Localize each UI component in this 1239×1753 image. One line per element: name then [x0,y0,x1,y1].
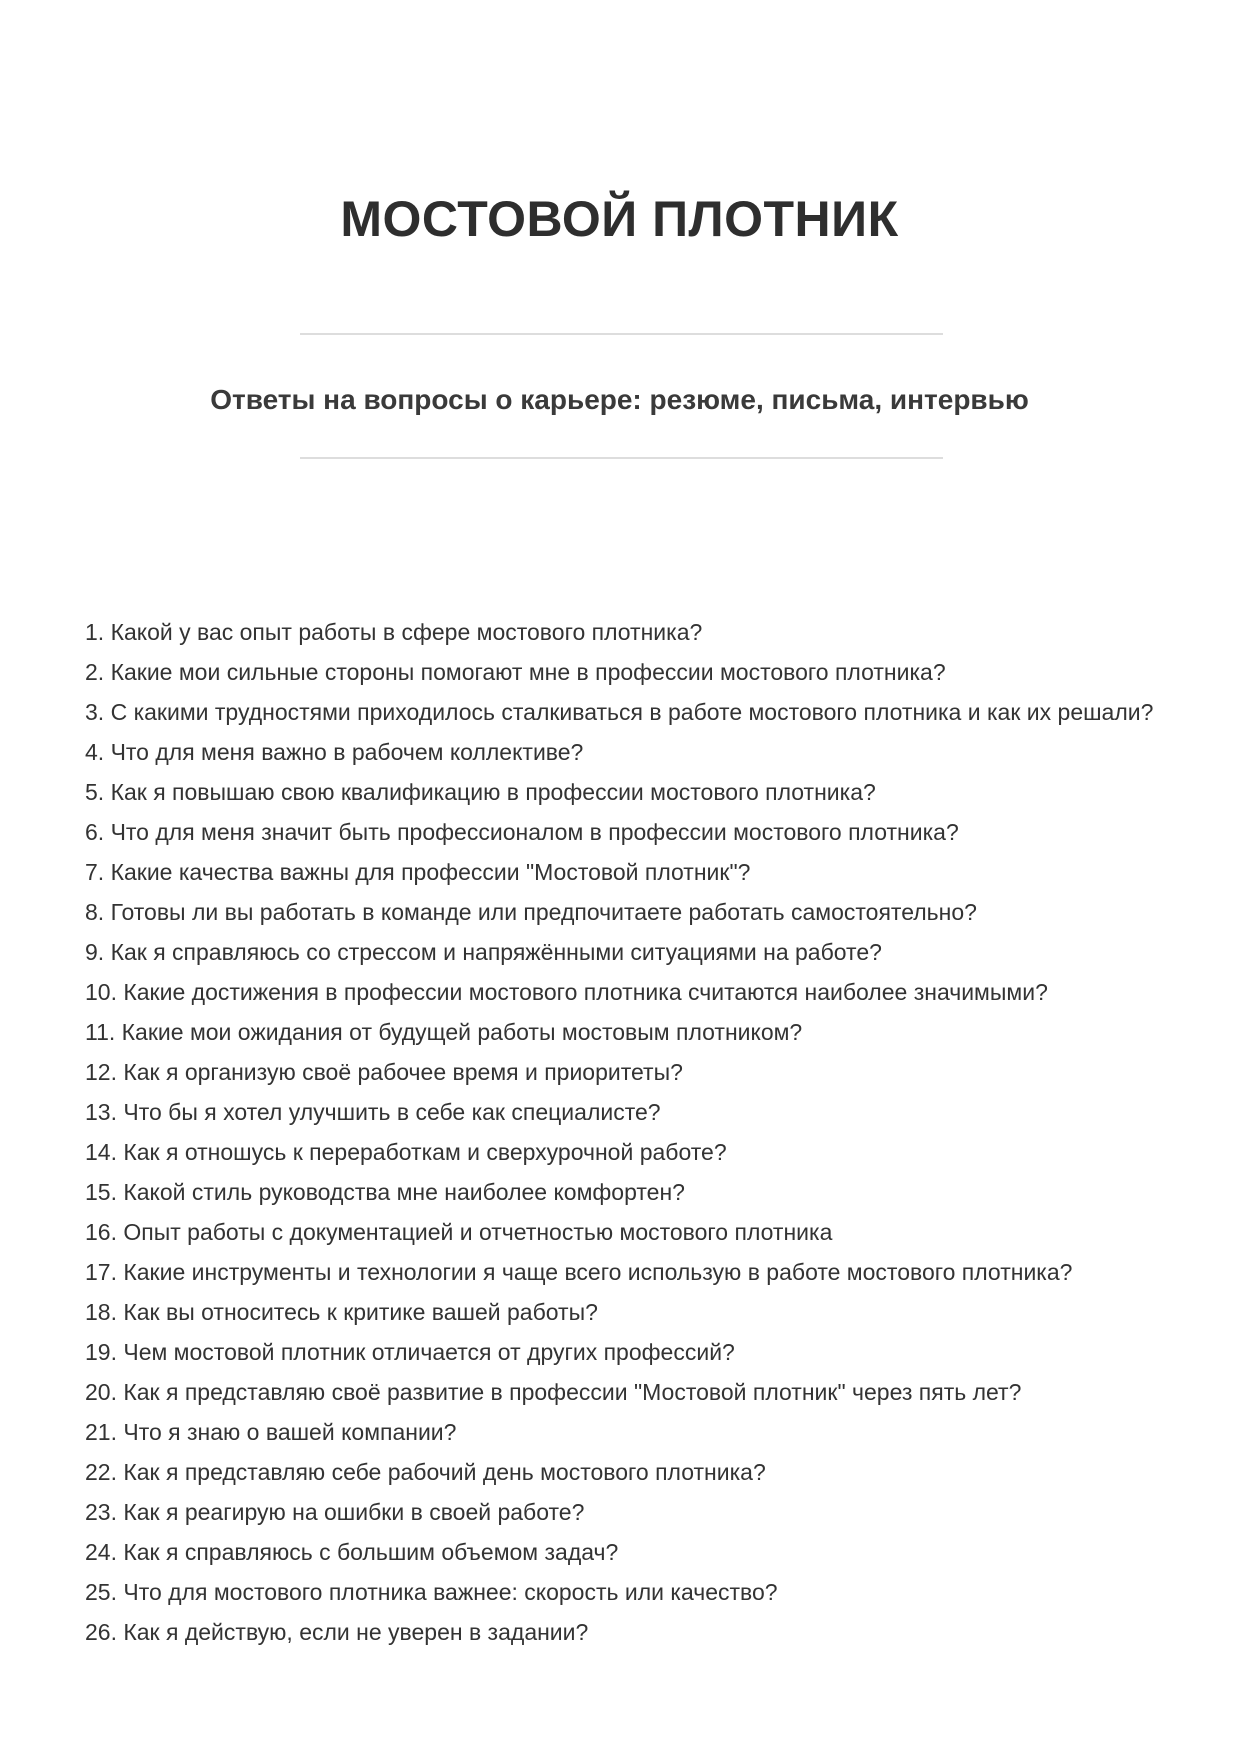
question-item: 18. Как вы относитесь к критике вашей работы? [85,1299,598,1325]
divider-top [300,333,943,335]
question-item: 17. Какие инструменты и технологии я чаще всего использую в работе мостового плотника? [85,1259,1073,1285]
question-item: 2. Какие мои сильные стороны помогают мне в профессии мостового плотника? [85,659,946,685]
question-item: 25. Что для мостового плотника важнее: скорость или качество? [85,1579,778,1605]
question-item: 11. Какие мои ожидания от будущей работы мостовым плотником? [85,1019,803,1045]
question-item: 4. Что для меня важно в рабочем коллективе? [85,739,584,765]
page-title: МОСТОВОЙ ПЛОТНИК [340,191,899,247]
question-list [85,612,1170,1652]
question-item: 5. Как я повышаю свою квалификацию в профессии мостового плотника? [85,779,876,805]
page-subtitle: Ответы на вопросы о карьере: резюме, письма, интервью [210,384,1029,415]
question-item: 24. Как я справляюсь с большим объемом задач? [85,1539,619,1565]
question-item: 19. Чем мостовой плотник отличается от других профессий? [85,1339,735,1365]
question-item: 14. Как я отношусь к переработкам и сверхурочной работе? [85,1139,727,1165]
question-item: 8. Готовы ли вы работать в команде или предпочитаете работать самостоятельно? [85,899,977,925]
question-item: 16. Опыт работы с документацией и отчетностью мостового плотника [85,1219,833,1245]
question-item: 10. Какие достижения в профессии мостового плотника считаются наиболее значимыми? [85,979,1048,1005]
question-item: 23. Как я реагирую на ошибки в своей работе? [85,1499,585,1525]
question-item: 12. Как я организую своё рабочее время и приоритеты? [85,1059,683,1085]
question-item: 9. Как я справляюсь со стрессом и напряжёнными ситуациями на работе? [85,939,882,965]
question-item: 26. Как я действую, если не уверен в задании? [85,1619,589,1645]
question-item: 20. Как я представляю своё развитие в профессии "Мостовой плотник" через пять лет? [85,1379,1022,1405]
question-item: 13. Что бы я хотел улучшить в себе как специалисте? [85,1099,661,1125]
question-item: 7. Какие качества важны для профессии "Мостовой плотник"? [85,859,751,885]
question-item: 15. Какой стиль руководства мне наиболее комфортен? [85,1179,685,1205]
question-item: 6. Что для меня значит быть профессионалом в профессии мостового плотника? [85,819,959,845]
divider-bottom [300,457,943,459]
question-item: 1. Какой у вас опыт работы в сфере мостового плотника? [85,619,703,645]
question-item: 22. Как я представляю себе рабочий день мостового плотника? [85,1459,766,1485]
question-item: 21. Что я знаю о вашей компании? [85,1419,457,1445]
question-item: 3. С какими трудностями приходилось сталкиваться в работе мостового плотника и как их решали? [85,699,1154,725]
